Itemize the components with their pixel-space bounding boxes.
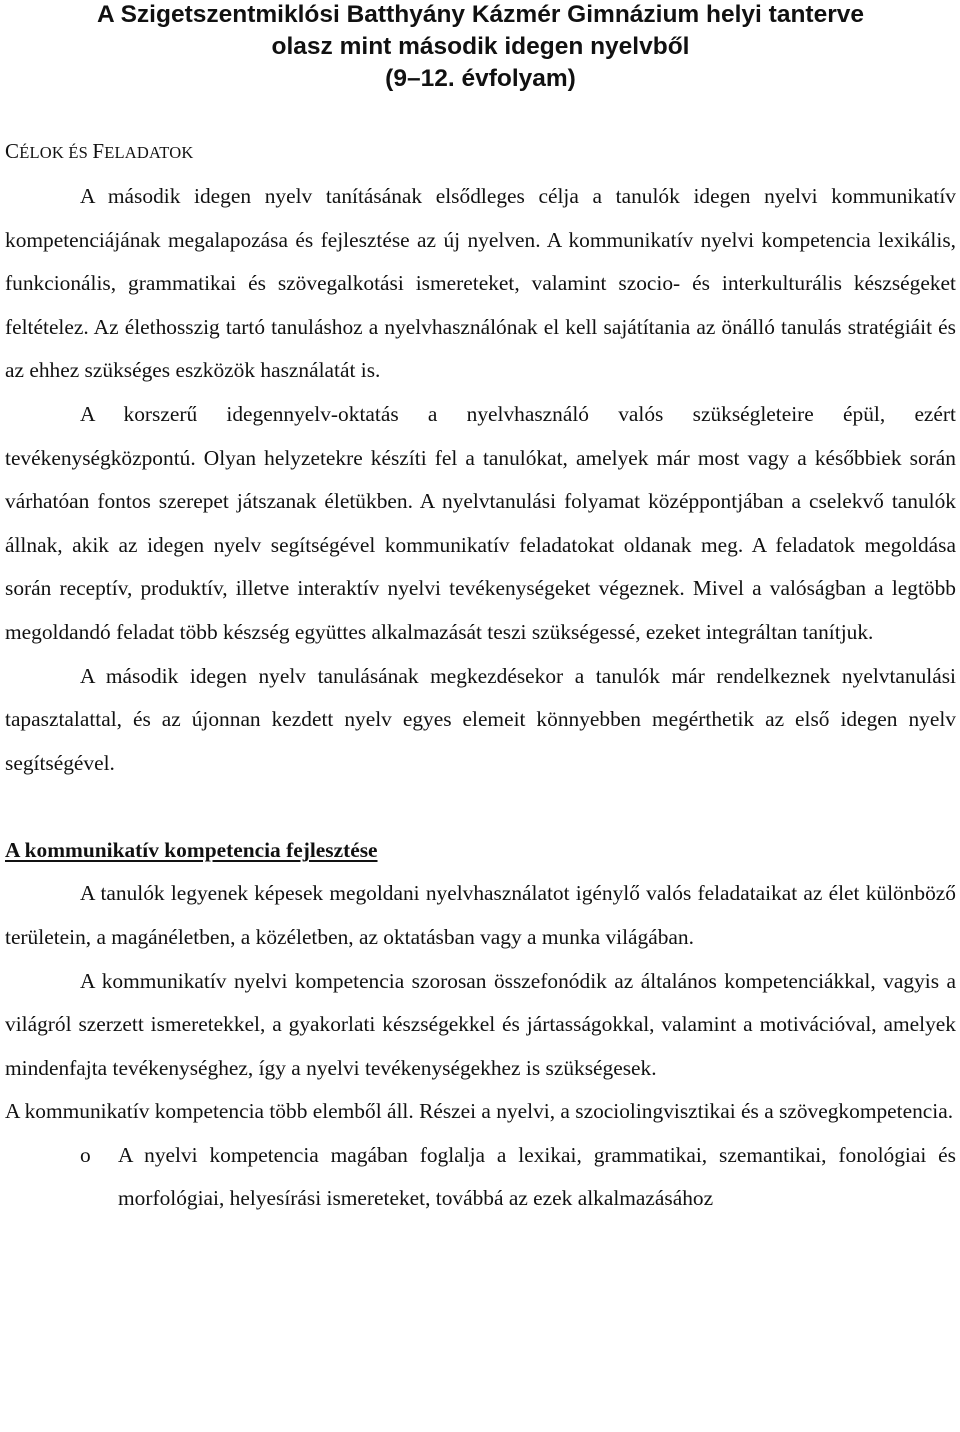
- section-label-initial-2: F: [92, 139, 105, 163]
- title-line-1: A Szigetszentmiklósi Batthyány Kázmér Gimnázium helyi tanterve: [97, 1, 864, 28]
- section-label-rest-1: ÉLOK ÉS: [19, 143, 93, 162]
- section-label-goals: [5, 129, 956, 175]
- section-heading-competence: A kommunikatív kompetencia fejlesztése: [5, 838, 378, 863]
- list-item: [5, 1134, 956, 1221]
- bullet-marker: o: [80, 1142, 91, 1167]
- title-line-3: (9–12. évfolyam): [385, 65, 576, 92]
- section-label-rest-2: ELADATOK: [104, 143, 194, 162]
- list-item-text: A nyelvi kompetencia magában foglalja a lexikai, grammatikai, szemantikai, fonológiai és morfológiai, helyesírási ismereteket, továbbá az ezek alkalmazásához: [118, 1142, 956, 1211]
- paragraph-goals-3: A második idegen nyelv tanulásának megkezdésekor a tanulók már rendelkeznek nyelvtanulási tapasztalattal, és az újonnan kezdett nyelv egyes elemeit könnyebben megérthetik az első idegen nyelv segítségével.: [5, 663, 956, 775]
- paragraph-competence-3: A kommunikatív kompetencia több elemből áll. Részei a nyelvi, a szociolingvisztikai és a szövegkompetencia.: [5, 1099, 954, 1124]
- document-page: [5, 0, 956, 1221]
- section-label-initial-1: C: [5, 139, 20, 163]
- paragraph-goals-2: A korszerű idegennyelv-oktatás a nyelvhasználó valós szükségleteire épül, ezért tevékenységközpontú. Olyan helyzetekre készíti fel a tanulókat, amelyek már most vagy a későbbiek során várhatóan fontos szerepet játszanak életükben. A nyelvtanulási folyamat középpontjában a cselekvő tanulók állnak, akik az idegen nyelv segítségével kommunikatív feladatokat oldanak meg. A feladatok megoldása során receptív, produktív, illetve interaktív nyelvi tevékenységeket végeznek. Mivel a valóságban a legtöbb megoldandó feladat több készség együttes alkalmazását teszi szükségessé, ezeket integráltan tanítjuk.: [5, 401, 956, 644]
- title-line-2: olasz mint második idegen nyelvből: [271, 33, 690, 60]
- paragraph-competence-1: A tanulók legyenek képesek megoldani nyelvhasználatot igénylő valós feladataikat az élet különböző területein, a magánéletben, a közéletben, az oktatásban vagy a munka világában.: [5, 881, 956, 949]
- document-title: [5, 0, 956, 95]
- paragraph-goals-1: A második idegen nyelv tanításának elsődleges célja a tanulók idegen nyelvi kommunikatív kompetenciájának megalapozása és fejlesztése az új nyelven. A kommunikatív nyelvi kompetencia lexikális, funkcionális, grammatikai és szövegalkotási ismereteket, valamint szocio- és interkulturális készségeket feltételez. Az élethosszig tartó tanuláshoz a nyelvhasználónak el kell sajátítania az önálló tanulás stratégiáit és az ehhez szükséges eszközök használatát is.: [5, 184, 956, 383]
- paragraph-competence-2: A kommunikatív nyelvi kompetencia szorosan összefonódik az általános kompetenciákkal, vagyis a világról szerzett ismeretekkel, a gyakorlati készségekkel és jártasságokkal, valamint a motivációval, amelyek mindenfajta tevékenységhez, így a nyelvi tevékenységekhez is szükségesek.: [5, 968, 956, 1080]
